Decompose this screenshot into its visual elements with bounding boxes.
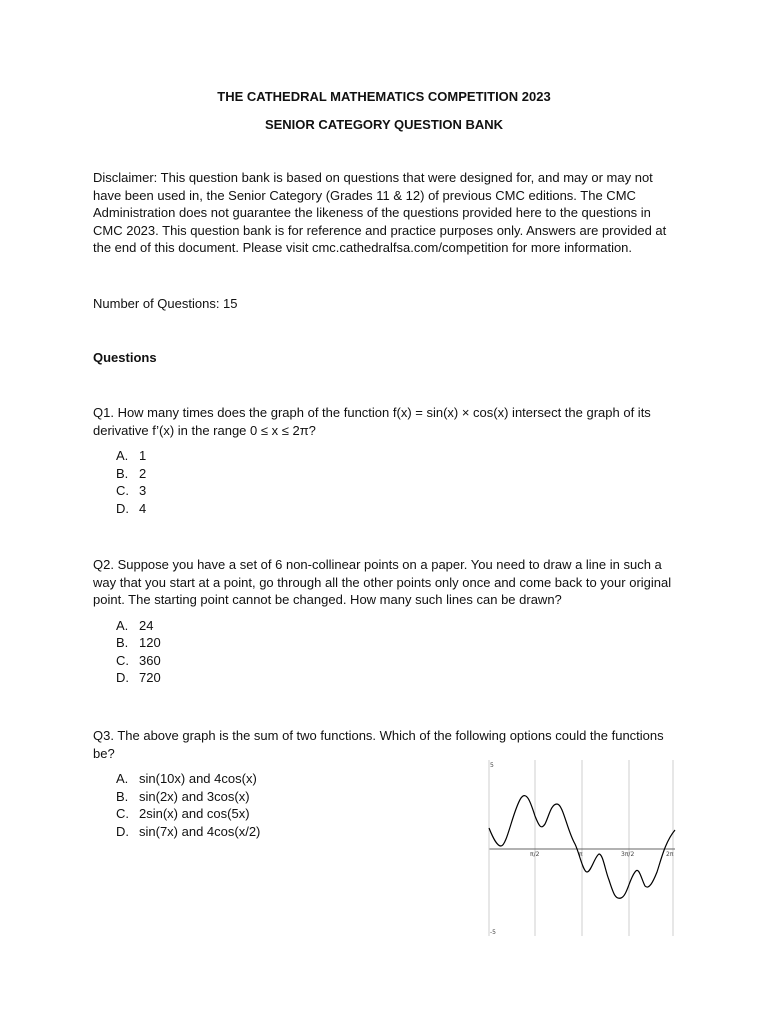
options-list: [93, 447, 683, 517]
option-text: 360: [139, 652, 161, 668]
disclaimer-paragraph: Disclaimer: This question bank is based on questions that were designed for, and may or may not have been used in, the Senior Category (Grades 11 & 12) of previous CMC editions. The CMC Administration does not guarantee the likeness of the questions provided here to the questions in CMC 2023. This question bank is for reference and practice purposes only. Answers are provided at the end of this document. Please visit cmc.cathedralfsa.com/competition for more information.: [93, 170, 667, 255]
option-text: 2sin(x) and cos(5x): [139, 806, 250, 821]
option-text: 720: [139, 670, 161, 685]
option-letter: B.: [116, 788, 129, 804]
option-item: [116, 465, 683, 483]
option-item: [116, 617, 683, 635]
option-text: sin(2x) and 3cos(x): [139, 788, 250, 804]
option-letter: A.: [116, 448, 129, 463]
question-1: [93, 404, 683, 517]
options-list: [93, 617, 683, 687]
option-text: 120: [139, 635, 161, 650]
x-tick-label: 2π: [666, 851, 674, 858]
q3-function-graph: [487, 760, 677, 936]
option-letter: A.: [116, 771, 129, 786]
option-item: [116, 482, 683, 500]
option-letter: A.: [116, 617, 129, 633]
option-item: [116, 634, 683, 652]
x-tick-label: 3π/2: [621, 851, 635, 858]
document-subtitle: SENIOR CATEGORY QUESTION BANK: [264, 117, 504, 132]
question-text: Q1. How many times does the graph of the function f(x) = sin(x) × cos(x) intersect the graph of its derivative f’(x) in the range 0 ≤ x ≤ 2π?: [93, 405, 651, 438]
option-letter: C.: [116, 483, 129, 498]
x-tick-label: π: [579, 851, 583, 858]
y-min-label: -5: [490, 929, 496, 936]
option-letter: C.: [116, 806, 129, 821]
option-text: 24: [139, 617, 154, 633]
question-text: Q3. The above graph is the sum of two functions. Which of the following options could the functions be?: [93, 728, 664, 761]
option-letter: D.: [116, 670, 129, 685]
option-text: sin(10x) and 4cos(x): [139, 771, 257, 786]
option-letter: C.: [116, 652, 129, 668]
option-item: [116, 652, 683, 670]
question-text: Q2. Suppose you have a set of 6 non-collinear points on a paper. You need to draw a line in such a way that you start at a point, go through all the other points only once and come back to your original point. The starting point cannot be changed. How many such lines can be drawn?: [93, 557, 672, 607]
option-text: 1: [139, 448, 147, 463]
x-tick-label: π/2: [530, 851, 540, 858]
option-letter: B.: [116, 635, 129, 650]
option-text: sin(7x) and 4cos(x/2): [139, 823, 261, 839]
option-item: [116, 447, 683, 465]
option-letter: D.: [116, 500, 129, 516]
questions-heading: Questions: [93, 350, 157, 365]
question-2: [93, 556, 683, 687]
number-of-questions: Number of Questions: 15: [93, 296, 238, 311]
option-text: 4: [139, 500, 147, 516]
option-letter: D.: [116, 823, 129, 839]
option-letter: B.: [116, 465, 129, 481]
option-item: [116, 669, 683, 687]
option-text: 2: [139, 465, 147, 481]
document-title: THE CATHEDRAL MATHEMATICS COMPETITION 2023: [217, 89, 551, 104]
option-item: [116, 500, 683, 518]
y-max-label: 5: [490, 762, 494, 769]
option-text: 3: [139, 483, 147, 498]
